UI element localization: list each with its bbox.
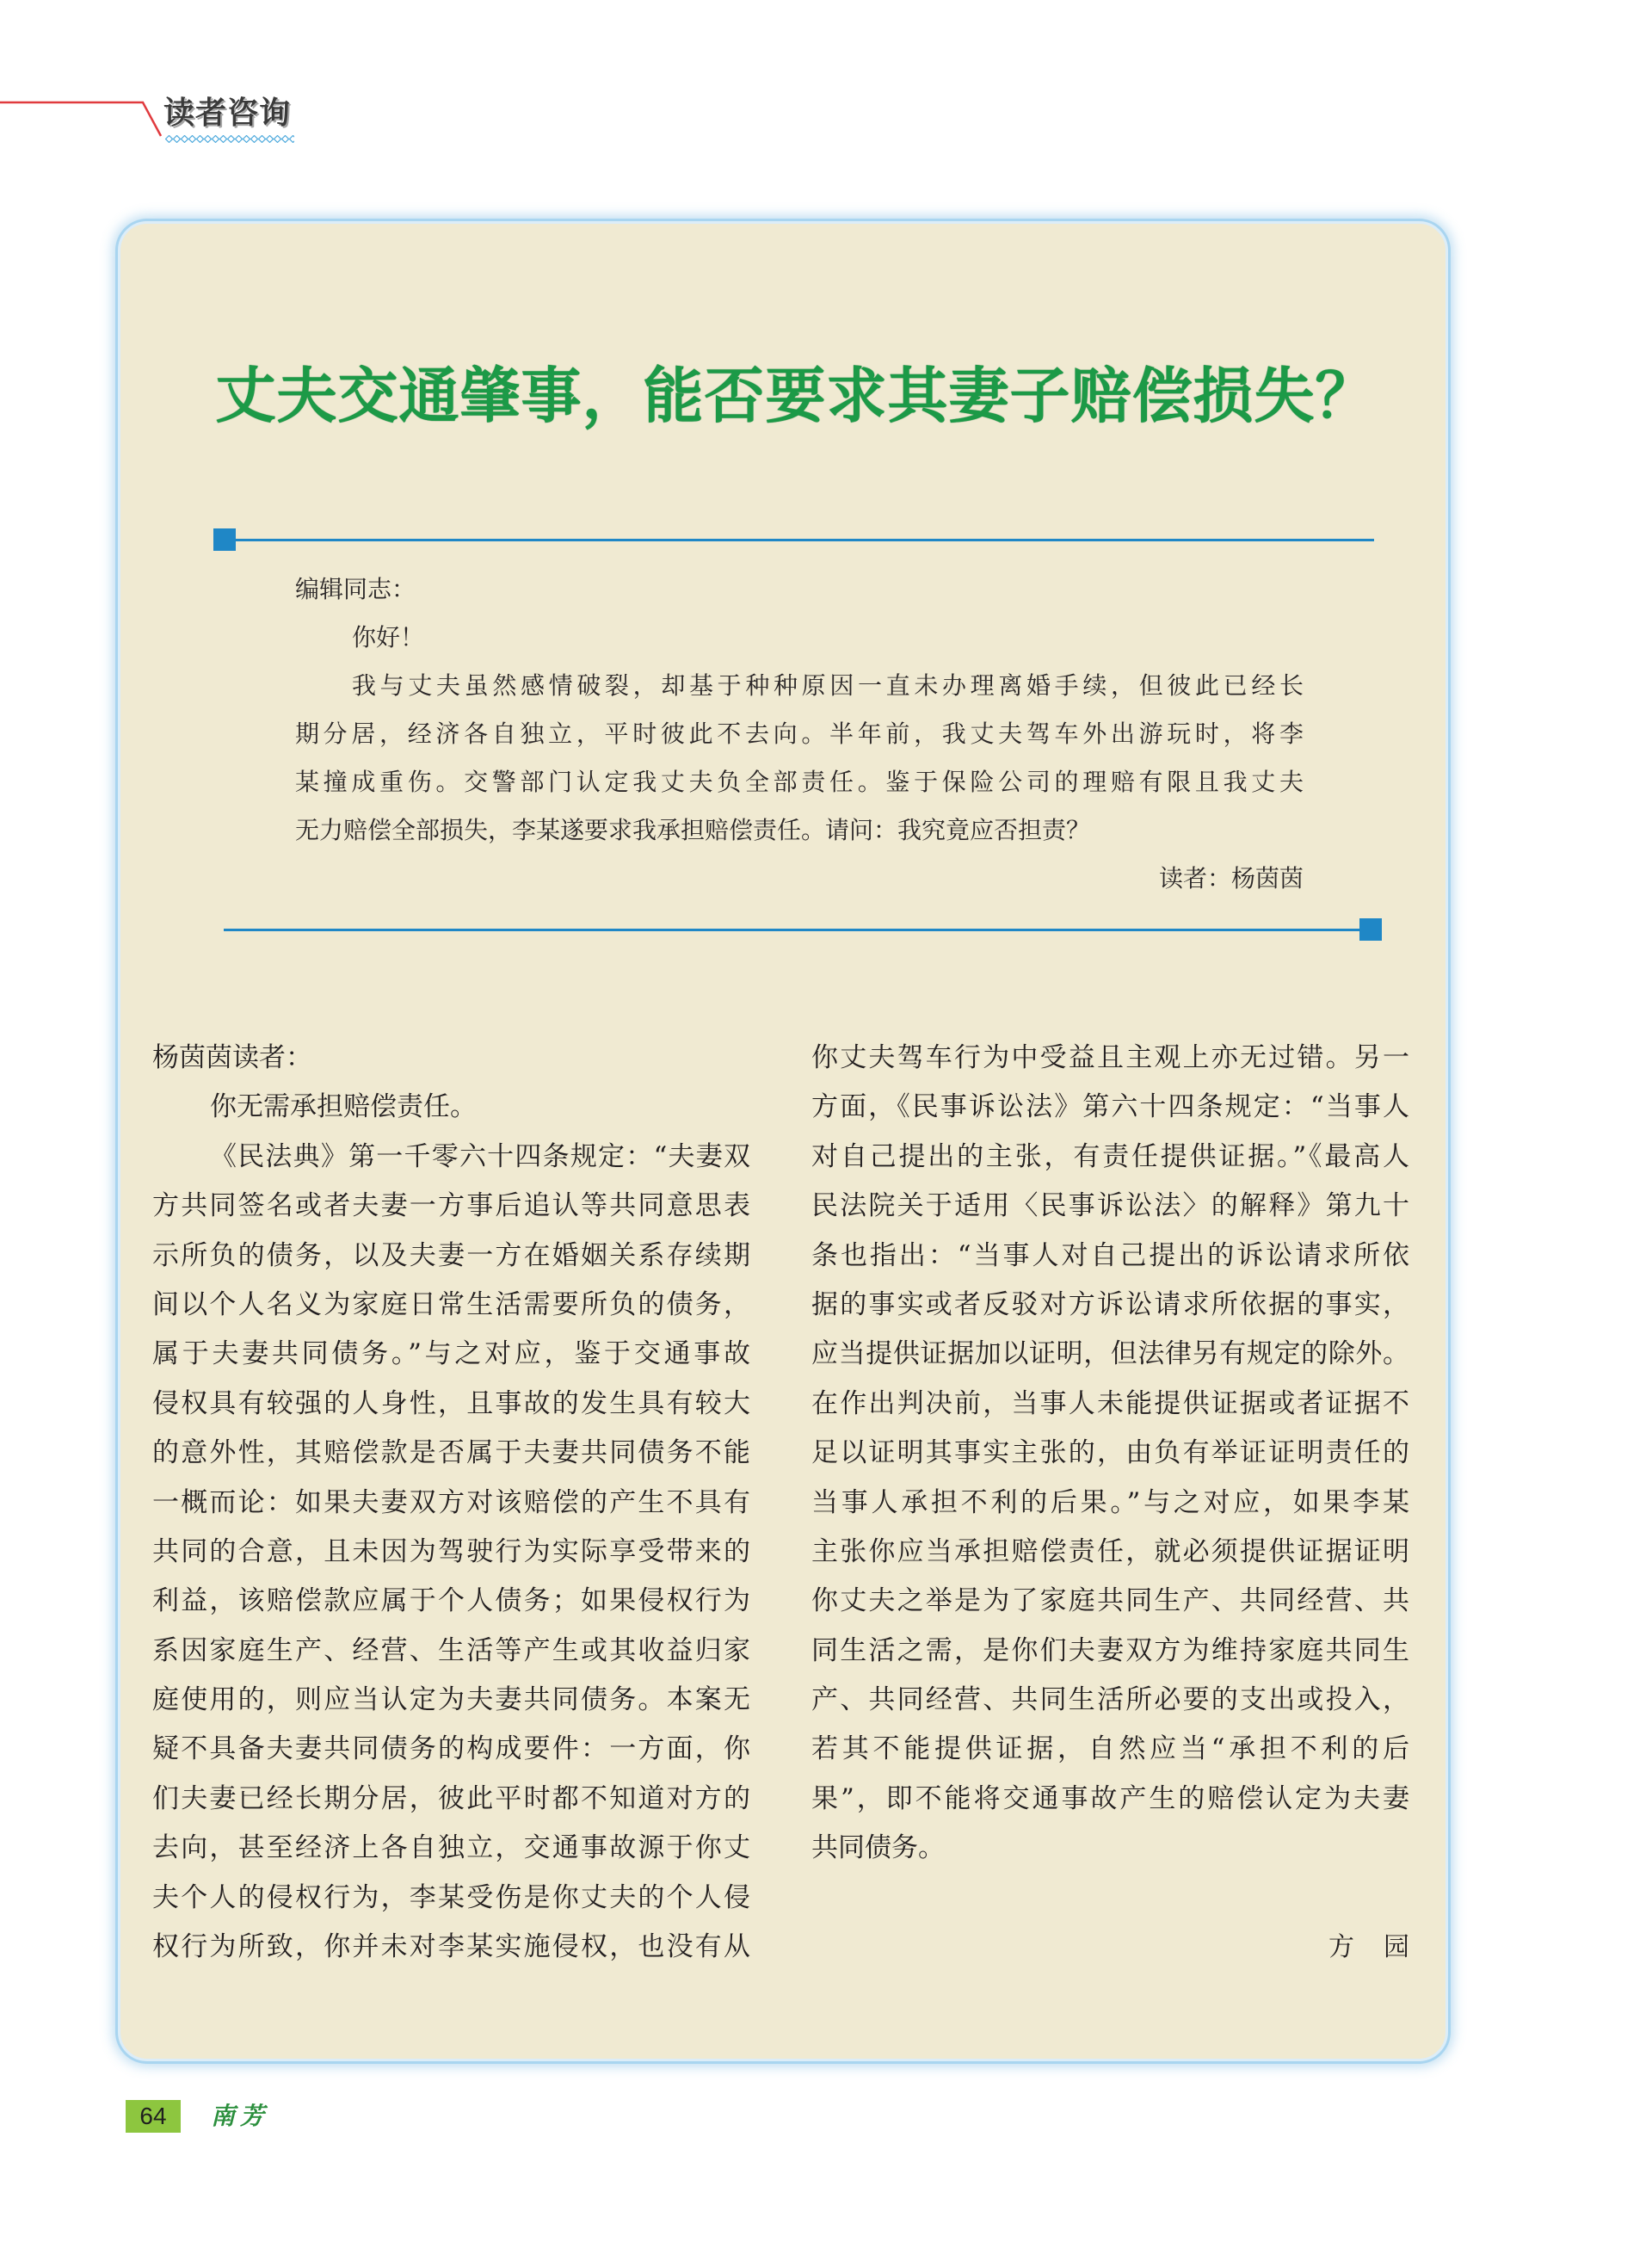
text-line: 产、共同经营、共同生活所必要的支出或投入， xyxy=(811,1684,1409,1716)
letter-body xyxy=(295,614,1304,855)
header-zigzag-divider xyxy=(165,135,294,143)
letter-signature: 读者：杨茵茵 xyxy=(1158,864,1304,892)
text-line: 期分居，经济各自独立，平时彼此不去向。半年前，我丈夫驾车外出游玩时，将李 xyxy=(295,720,1304,748)
text-line: 庭使用的，则应当认定为夫妻共同债务。本案无 xyxy=(152,1684,750,1716)
divider-square xyxy=(1359,918,1382,941)
text-line: 权行为所致，你并未对李某实施侵权，也没有从 xyxy=(152,1931,750,1963)
reply-salutation: 杨茵茵读者： xyxy=(152,1042,312,1073)
reader-letter xyxy=(295,565,1304,903)
text-line: 示所负的债务，以及夫妻一方在婚姻关系存续期 xyxy=(152,1239,750,1271)
text-line: 方面，《民事诉讼法》第六十四条规定：“当事人 xyxy=(811,1091,1409,1123)
text-line: 你丈夫驾车行为中受益且主观上亦无过错。另一 xyxy=(811,1042,1409,1073)
text-line: 主张你应当承担赔偿责任，就必须提供证据证明 xyxy=(811,1535,1409,1567)
text-line: 属于夫妻共同债务。”与之对应，鉴于交通事故 xyxy=(152,1338,750,1370)
text-line: 《民法典》第一千零六十四条规定：“夫妻双 xyxy=(210,1140,750,1172)
text-line: 你无需承担赔偿责任。 xyxy=(210,1091,477,1123)
divider-square xyxy=(213,528,236,551)
text-line: 侵权具有较强的人身性，且事故的发生具有较大 xyxy=(152,1387,750,1419)
text-line: 对自己提出的主张，有责任提供证据。”《最高人 xyxy=(811,1140,1409,1172)
text-line: 你好！ xyxy=(352,623,425,652)
text-line: 同生活之需，是你们夫妻双方为维持家庭共同生 xyxy=(811,1634,1409,1666)
text-line: 共同债务。 xyxy=(811,1832,945,1864)
header-decoration xyxy=(0,0,344,172)
text-line: 无力赔偿全部损失，李某遂要求我承担赔偿责任。请问：我究竟应否担责？ xyxy=(295,816,1091,844)
text-line: 我与丈夫虽然感情破裂，却基于种种原因一直未办理离婚手续，但彼此已经长 xyxy=(352,671,1304,700)
text-line: 某撞成重伤。交警部门认定我丈夫负全部责任。鉴于保险公司的理赔有限且我丈夫 xyxy=(295,768,1304,796)
text-line: 一概而论：如果夫妻双方对该赔偿的产生不具有 xyxy=(152,1486,750,1518)
text-line: 足以证明其事实主张的，由负有举证证明责任的 xyxy=(811,1437,1409,1469)
text-line: 若其不能提供证据，自然应当“承担不利的后 xyxy=(811,1733,1409,1765)
text-line: 果”，即不能将交通事故产生的赔偿认定为夫妻 xyxy=(811,1782,1409,1814)
text-line: 系因家庭生产、经营、生活等产生或其收益归家 xyxy=(152,1634,750,1666)
text-line: 据的事实或者反驳对方诉讼请求所依据的事实， xyxy=(811,1288,1409,1320)
text-line: 去向，甚至经济上各自独立，交通事故源于你丈 xyxy=(152,1832,750,1864)
page-number: 64 xyxy=(126,2100,181,2133)
text-line: 在作出判决前，当事人未能提供证据或者证据不 xyxy=(811,1387,1409,1419)
magazine-name: 南芳 xyxy=(211,2102,270,2130)
text-line: 们夫妻已经长期分居，彼此平时都不知道对方的 xyxy=(152,1782,750,1814)
text-line: 夫个人的侵权行为，李某受伤是你丈夫的个人侵 xyxy=(152,1881,750,1913)
text-line: 方共同签名或者夫妻一方事后追认等共同意思表 xyxy=(152,1190,750,1222)
reply-column-right xyxy=(811,1034,1409,1874)
reply-author: 方园 xyxy=(1328,1932,1439,1962)
section-label: 读者咨询 xyxy=(163,96,292,131)
divider-line xyxy=(235,539,1374,541)
text-line: 条也指出：“当事人对自己提出的诉讼请求所依 xyxy=(811,1239,1409,1271)
text-line: 疑不具备夫妻共同债务的构成要件：一方面，你 xyxy=(152,1733,750,1765)
text-line: 民法院关于适用〈民事诉讼法〉的解释》第九十 xyxy=(811,1190,1409,1222)
text-line: 当事人承担不利的后果。”与之对应，如果李某 xyxy=(811,1486,1409,1518)
header-red-line xyxy=(0,102,161,136)
divider-line xyxy=(224,929,1361,931)
text-line: 你丈夫之举是为了家庭共同生产、共同经营、共 xyxy=(811,1585,1409,1617)
text-line: 应当提供证据加以证明，但法律另有规定的除外。 xyxy=(811,1338,1409,1370)
text-line: 共同的合意，且未因为驾驶行为实际享受带来的 xyxy=(152,1535,750,1567)
text-line: 间以个人名义为家庭日常生活需要所负的债务， xyxy=(152,1288,750,1320)
letter-salutation: 编辑同志： xyxy=(295,575,416,603)
reply-column-left xyxy=(152,1034,750,1972)
article-title: 丈夫交通肇事，能否要求其妻子赔偿损失？ xyxy=(215,361,1377,431)
text-line: 的意外性，其赔偿款是否属于夫妻共同债务不能 xyxy=(152,1437,750,1469)
text-line: 利益，该赔偿款应属于个人债务；如果侵权行为 xyxy=(152,1585,750,1617)
